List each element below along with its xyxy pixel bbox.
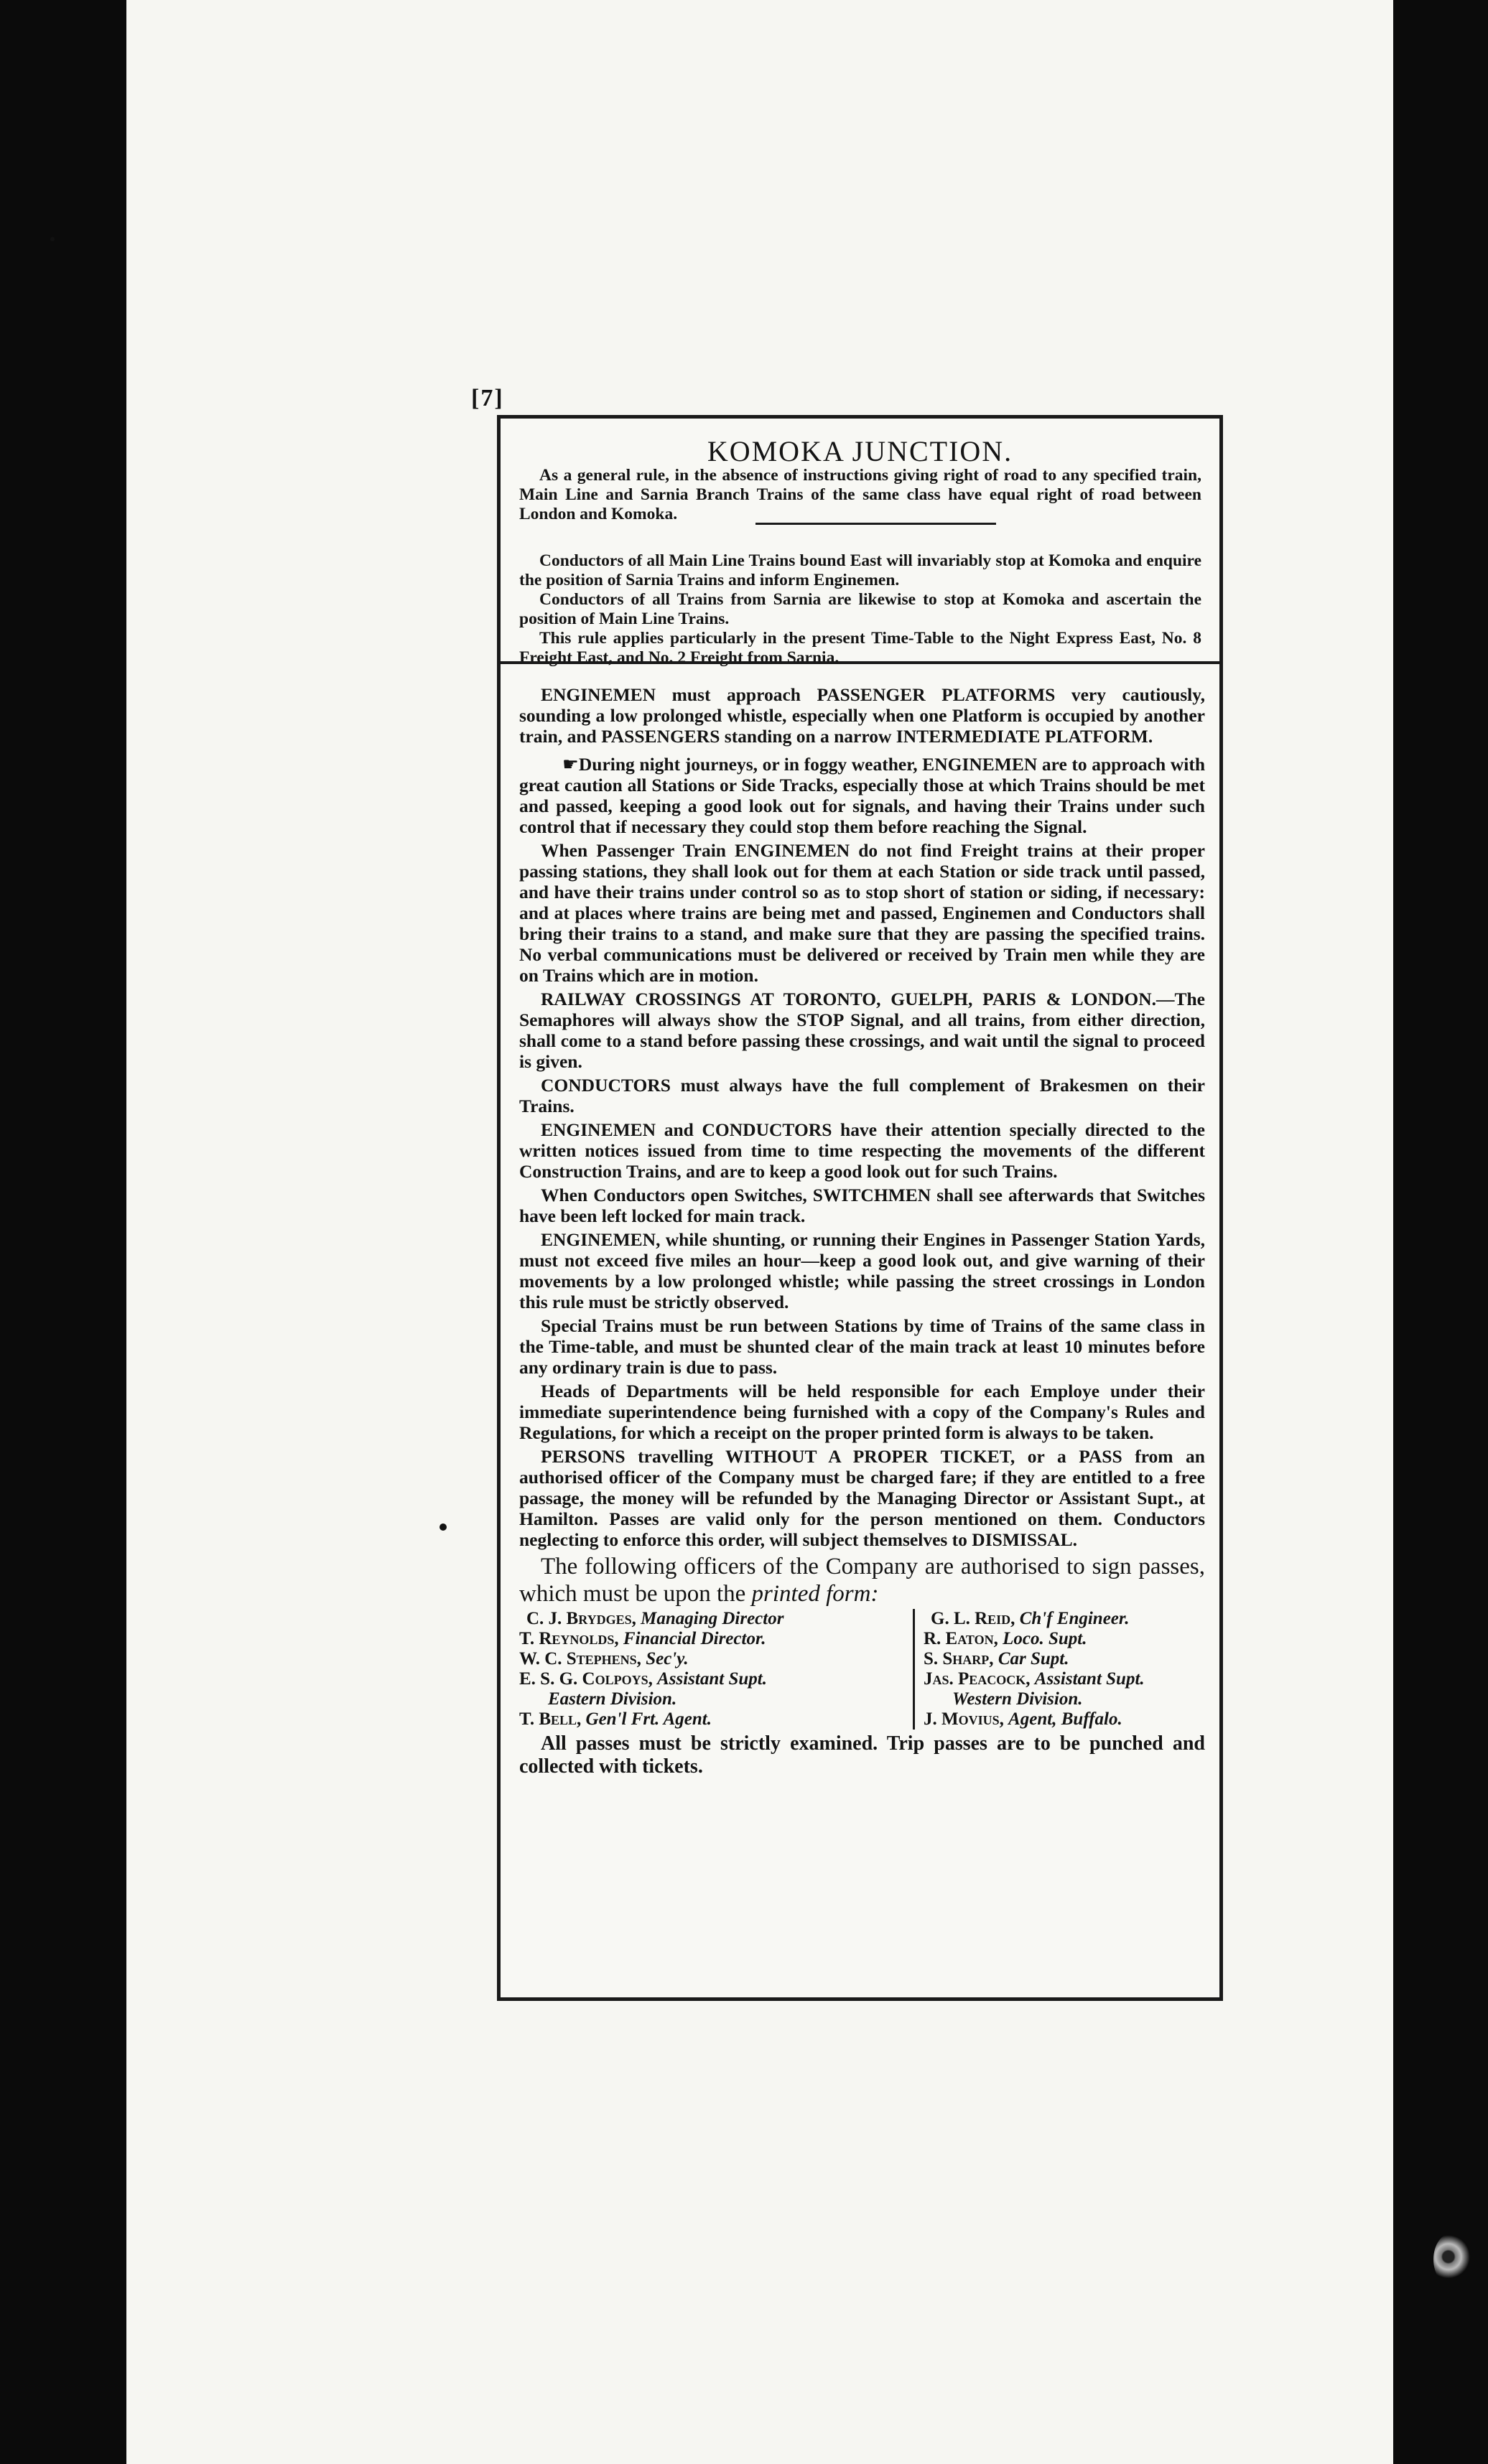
komoka-junction-section — [501, 419, 1219, 667]
komoka-para-3: Conductors of all Trains from Sarnia are likewise to stop at Komoka and ascertain the position of Main Line Trains. — [519, 590, 1201, 628]
officer-title: Car Supt. — [998, 1649, 1069, 1669]
printed-form-text: printed form: — [751, 1581, 879, 1607]
komoka-body — [519, 466, 1201, 668]
komoka-para-4: This rule applies particularly in the present Time-Table to the Night Express East, No. 8 Freight East, and No. 2 Freight from Sarnia. — [519, 629, 1201, 667]
officer-entry — [924, 1649, 1205, 1669]
rule-brakesmen: CONDUCTORS must always have the full complement of Brakesmen on their Trains. — [519, 1075, 1205, 1116]
officer-entry — [519, 1649, 907, 1669]
officer-title: Eastern Division. — [548, 1689, 677, 1709]
officer-title: Sec'y. — [646, 1649, 689, 1669]
officer-name: G. L. Reid, — [931, 1609, 1015, 1628]
rule-officers-intro — [519, 1553, 1205, 1607]
komoka-title: KOMOKA JUNCTION. — [707, 435, 1013, 467]
officer-entry — [519, 1669, 907, 1689]
rule-freight-passing: When Passenger Train ENGINEMEN do not find Freight trains at their proper passing stations, they shall look out for them at each Station or side track until passed, and have their trains under control so as to stop short of station or siding, if necessary: and at places where trains are being met and passed, Enginemen and Conductors shall bring their trains to a stand, and make sure that they are passing the specified trains. No verbal communications must be delivered or received by Train men while they are on Trains which are in motion. — [519, 840, 1205, 986]
rule-night-journeys-text: During night journeys, or in foggy weather, ENGINEMEN are to approach with great caution all Stations or Side Tracks, especially those at which Trains should be met and passed, keeping a good look out for signals, and having their Trains under such control that if necessary they could stop them before reaching the Signal. — [519, 754, 1205, 837]
rule-persons-travelling: PERSONS travelling WITHOUT A PROPER TICKET, or a PASS from an authorised officer of the Company must be charged fare; if they are entitled to a free passage, the money will be refunded by the Managing Director or Assistant Supt., at Hamilton. Passes are valid only for the person mentioned on them. Conductors neglecting to enforce this order, will subject themselves to DISMISSAL. — [519, 1446, 1205, 1550]
officer-title: Agent, Buffalo. — [1008, 1709, 1122, 1729]
officer-title: Assistant Supt. — [1034, 1669, 1145, 1689]
officer-name: W. C. Stephens, — [519, 1649, 641, 1669]
officers-left-column — [519, 1609, 915, 1730]
officer-entry — [519, 1609, 907, 1629]
officer-entry — [924, 1609, 1205, 1629]
officers-right-column — [915, 1609, 1205, 1730]
officers-list — [519, 1609, 1205, 1730]
officer-name: C. J. Brydges, — [526, 1609, 636, 1628]
officer-entry — [924, 1669, 1205, 1689]
rule-officers-intro-text: The following officers of the Company are authorised to sign passes, which must be upon the — [519, 1554, 1205, 1607]
officer-title: Ch'f Engineer. — [1019, 1609, 1130, 1628]
scan-dot — [50, 237, 55, 241]
rule-construction-trains: ENGINEMEN and CONDUCTORS have their attention specially directed to the written notices issued from time to time respecting the movements of the different Construction Trains, and are to keep a good look out for such Trains. — [519, 1119, 1205, 1182]
pointing-hand-icon: ☛ — [562, 754, 579, 775]
rule-shunting: ENGINEMEN, while shunting, or running their Engines in Passenger Station Yards, must not exceed five miles an hour—keep a good look out, and give warning of their movements by a low prolonged whistle; while passing the street crossings in London this rule must be strictly observed. — [519, 1229, 1205, 1312]
officer-entry — [519, 1709, 907, 1730]
notice-card — [497, 415, 1223, 2001]
short-divider — [755, 523, 996, 525]
officer-entry — [924, 1689, 1205, 1709]
officer-entry — [519, 1629, 907, 1649]
scan-dot — [440, 1523, 447, 1531]
officer-name: E. S. G. Colpoys, — [519, 1669, 653, 1689]
officer-name: R. Eaton, — [924, 1629, 998, 1648]
rule-railway-crossings: RAILWAY CROSSINGS AT TORONTO, GUELPH, PARIS & LONDON.—The Semaphores will always show the STOP Signal, and all trains, from either direction, shall come to a stand before passing these crossings, and wait until the signal to proceed is given. — [519, 989, 1205, 1072]
page-number: [7] — [471, 385, 504, 411]
officer-name: T. Reynolds, — [519, 1629, 619, 1648]
rule-special-trains: Special Trains must be run between Stations by time of Trains of the same class in the Time-table, and must be shunted clear of the main track at least 10 minutes before any ordinary train is due to pass. — [519, 1315, 1205, 1378]
officer-entry — [924, 1709, 1205, 1730]
officer-name: Jas. Peacock, — [924, 1669, 1031, 1689]
officer-title: Assistant Supt. — [657, 1669, 767, 1689]
komoka-para-2: Conductors of all Main Line Trains bound East will invariably stop at Komoka and enquire the position of Sarnia Trains and inform Enginemen. — [519, 551, 1201, 589]
komoka-para-1: As a general rule, in the absence of instructions giving right of road to any specified train, Main Line and Sarnia Branch Trains of the same class have equal right of road between London and Komoka. — [519, 466, 1201, 523]
officer-title: Western Division. — [952, 1689, 1083, 1709]
closing-note: All passes must be strictly examined. Trip passes are to be punched and collected with tickets. — [519, 1732, 1205, 1778]
rule-night-journeys — [519, 754, 1205, 837]
rule-heads-of-departments: Heads of Departments will be held responsible for each Employe under their immediate superintendence being furnished with a copy of the Company's Rules and Regulations, for which a receipt on the proper printed form is always to be taken. — [519, 1381, 1205, 1443]
officer-title: Financial Director. — [623, 1629, 766, 1648]
officer-entry — [519, 1689, 907, 1709]
officer-title: Gen'l Frt. Agent. — [585, 1709, 712, 1729]
officer-name: S. Sharp, — [924, 1649, 994, 1669]
officer-title: Loco. Supt. — [1003, 1629, 1087, 1648]
section-divider — [501, 661, 1219, 664]
scan-blemish — [1433, 2233, 1471, 2286]
rule-switches: When Conductors open Switches, SWITCHMEN shall see afterwards that Switches have been left locked for main track. — [519, 1185, 1205, 1226]
rules-section — [519, 684, 1205, 1778]
officer-entry — [924, 1629, 1205, 1649]
officer-name: J. Movius, — [924, 1709, 1004, 1729]
rule-platforms: ENGINEMEN must approach PASSENGER PLATFORMS very cautiously, sounding a low prolonged whistle, especially when one Platform is occupied by another train, and PASSENGERS standing on a narrow INTERMEDIATE PLATFORM. — [519, 684, 1205, 747]
officer-title: Managing Director — [641, 1609, 784, 1628]
officer-name: T. Bell, — [519, 1709, 582, 1729]
